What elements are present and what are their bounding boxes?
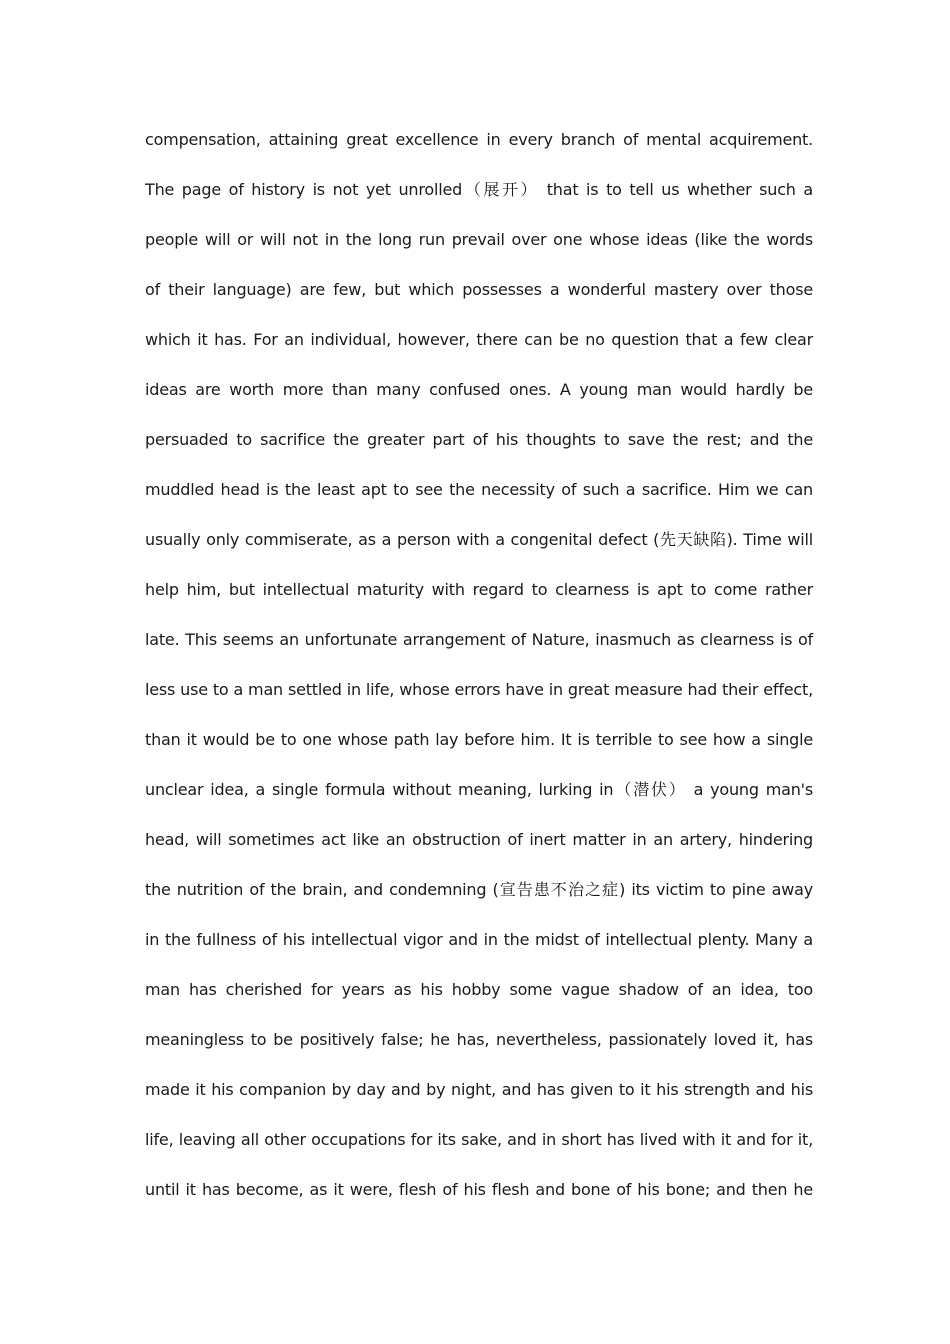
text-line: the nutrition of the brain, and condemning (宣告患不治之症) its victim to pine away — [145, 880, 813, 899]
text-line: people will or will not in the long run prevail over one whose ideas (like the words — [145, 230, 813, 249]
text-line: ideas are worth more than many confused ones. A young man would hardly be — [145, 380, 813, 399]
text-line: until it has become, as it were, flesh of his flesh and bone of his bone; and then he — [145, 1180, 813, 1199]
body-text — [145, 115, 813, 1215]
text-line: which it has. For an individual, however, there can be no question that a few clear — [145, 330, 813, 349]
text-line: persuaded to sacrifice the greater part of his thoughts to save the rest; and the — [145, 430, 813, 449]
text-line: life, leaving all other occupations for its sake, and in short has lived with it and for it, — [145, 1130, 813, 1149]
text-line: less use to a man settled in life, whose errors have in great measure had their effect, — [145, 680, 813, 699]
text-line: of their language) are few, but which possesses a wonderful mastery over those — [145, 280, 813, 299]
text-line: man has cherished for years as his hobby some vague shadow of an idea, too — [145, 980, 813, 999]
text-line: in the fullness of his intellectual vigor and in the midst of intellectual plenty. Many a — [145, 930, 813, 949]
text-line: muddled head is the least apt to see the necessity of such a sacrifice. Him we can — [145, 480, 813, 499]
text-line: made it his companion by day and by night, and has given to it his strength and his — [145, 1080, 813, 1099]
text-line: help him, but intellectual maturity with regard to clearness is apt to come rather — [145, 580, 813, 599]
text-line: head, will sometimes act like an obstruction of inert matter in an artery, hindering — [145, 830, 813, 849]
text-line: unclear idea, a single formula without meaning, lurking in（潜伏） a young man's — [145, 780, 813, 799]
text-line: meaningless to be positively false; he has, nevertheless, passionately loved it, has — [145, 1030, 813, 1049]
text-line: than it would be to one whose path lay before him. It is terrible to see how a single — [145, 730, 813, 749]
text-line: The page of history is not yet unrolled（展开） that is to tell us whether such a — [145, 180, 813, 199]
text-line: usually only commiserate, as a person with a congenital defect (先天缺陷). Time will — [145, 530, 813, 549]
text-line: late. This seems an unfortunate arrangement of Nature, inasmuch as clearness is of — [145, 630, 813, 649]
text-line: compensation, attaining great excellence in every branch of mental acquirement. — [145, 130, 813, 149]
